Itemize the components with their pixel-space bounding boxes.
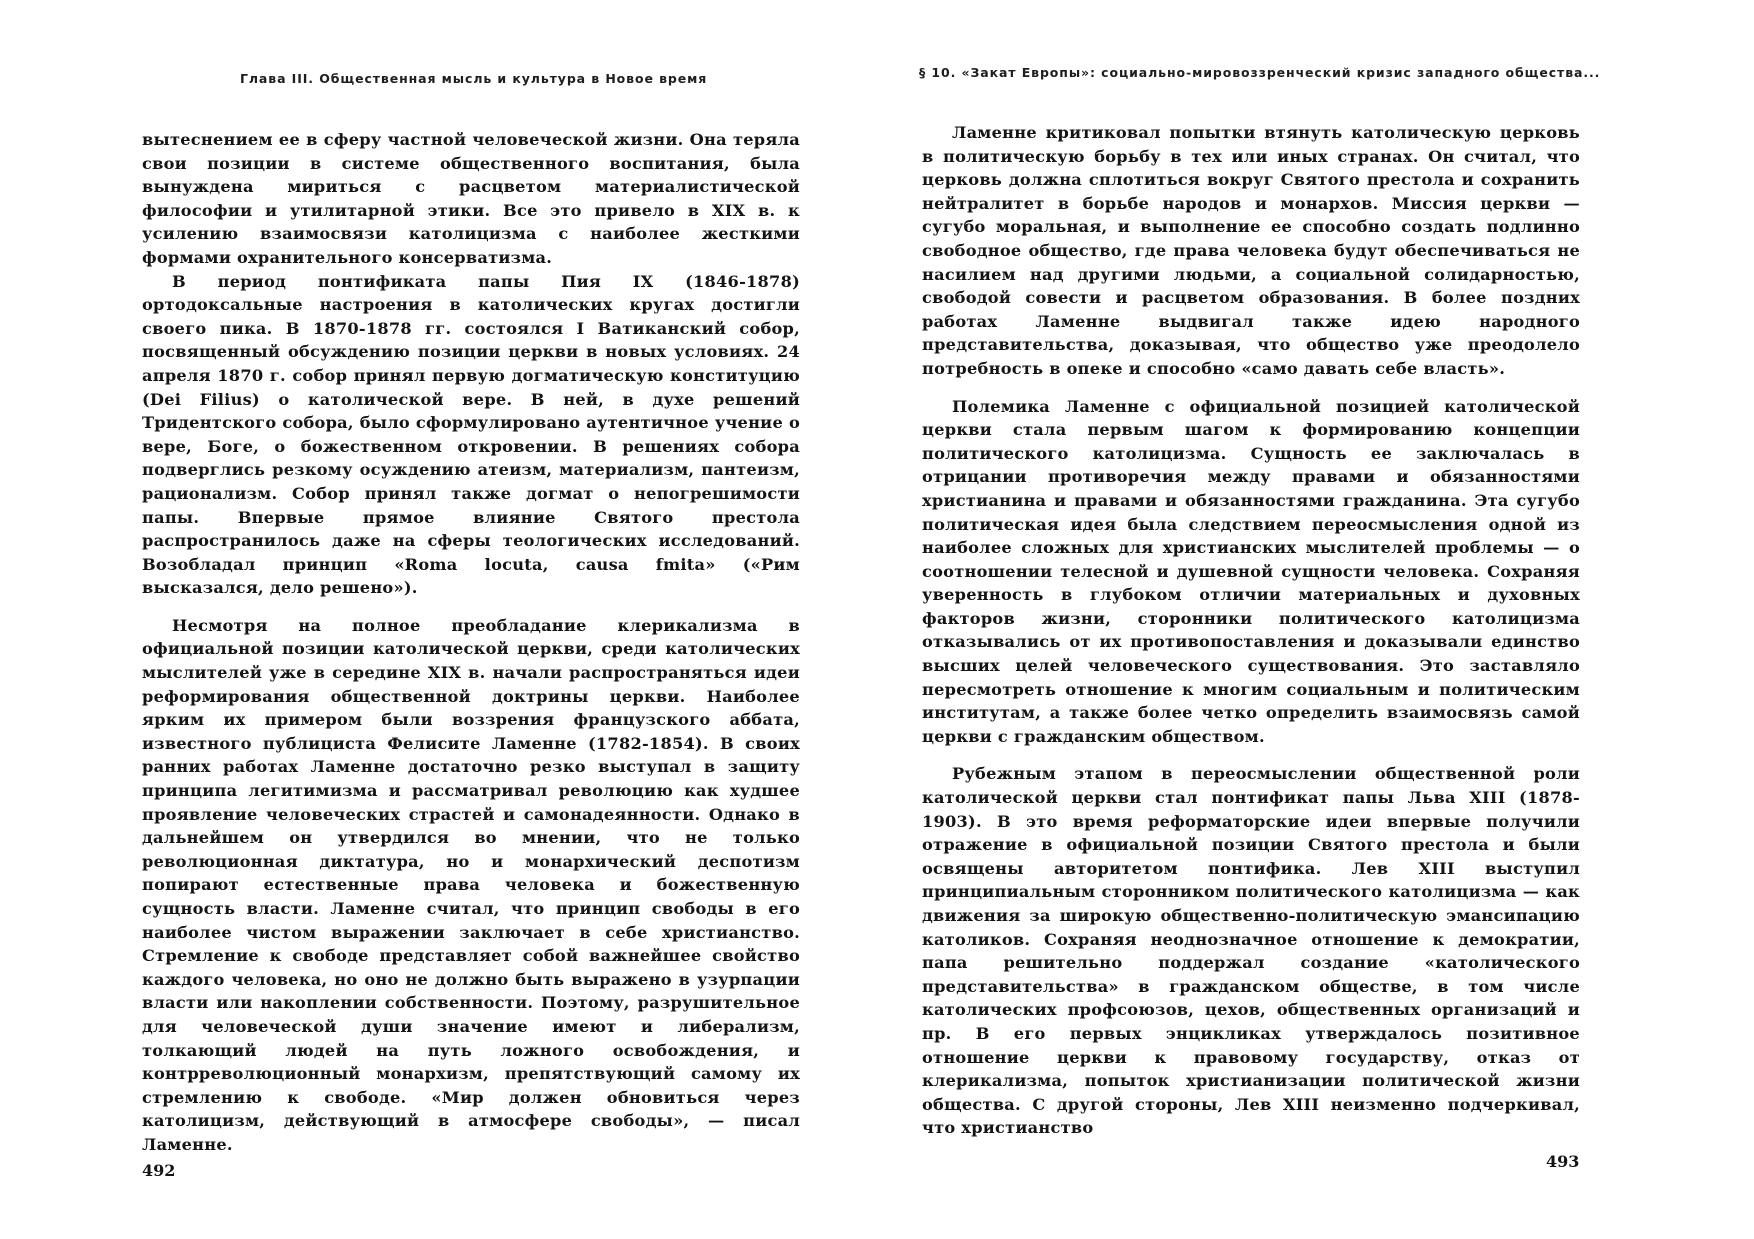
- running-head-right: § 10. «Закат Европы»: социально-мировоззренческий кризис западного общества...: [919, 65, 1601, 80]
- page-number-left: 492: [142, 1161, 176, 1180]
- paragraph: Рубежным этапом в переосмыслении общественной роли католической церкви стал понтификат папы Льва XIII (1878-1903). В это время реформаторские идеи впервые получили отражение в официальной позиции Святого престола и были освящены авторитетом понтифика. Лев XIII выступил принципиальным сторонником политического католицизма — как движения за широкую общественно-политическую эмансипацию католиков. Сохраняя неоднозначное отношение к демократии, папа решительно поддержал создание «католического представительства» в гражданском обществе, в том числе католических профсоюзов, цехов, общественных организаций и пр. В его первых энцикликах утверждалось позитивное отношение церкви к правовому государству, отказ от клерикализма, попыток христианизации политической жизни общества. С другой стороны, Лев XIII неизменно подчеркивал, что христианство: [922, 764, 1580, 1138]
- right-page-body: [922, 121, 1580, 1140]
- right-page: [877, 0, 1754, 1239]
- paragraph: вытеснением ее в сферу частной человеческой жизни. Она теряла свои позиции в системе общественного воспитания, была вынуждена мириться с расцветом материалистической философии и утилитарной этики. Все это привело в XIX в. к усилению взаимосвязи католицизма с наиболее жесткими формами охранительного консерватизма.: [142, 130, 800, 267]
- paragraph: Несмотря на полное преобладание клерикализма в официальной позиции католической церкви, среди католических мыслителей уже в середине XIX в. начали распространяться идеи реформирования общественной доктрины церкви. Наиболее ярким их примером были воззрения французского аббата, известного публициста Фелисите Ламенне (1782-1854). В своих ранних работах Ламенне достаточно резко выступал в защиту принципа легитимизма и рассматривал революцию как худшее проявление человеческих страстей и самонадеянности. Однако в дальнейшем он утвердился во мнении, что не только революционная диктатура, но и монархический деспотизм попирают естественные права человека и божественную сущность власти. Ламенне считал, что принцип свободы в его наиболее чистом выражении заключает в себе христианство. Стремление к свободе представляет собой важнейшее свойство каждого человека, но оно не должно быть выражено в узурпации власти или накоплении собственности. Поэтому, разрушительное для человеческой души значение имеют и либерализм, толкающий людей на путь ложного освобождения, и контрреволюционный монархизм, препятствующий самому их стремлению к свободе. «Мир должен обновиться через католицизм, действующий в атмосфере свободы», — писал Ламенне.: [142, 615, 800, 1154]
- paragraph: В период понтификата папы Пия IX (1846-1878) ортодоксальные настроения в католических кругах достигли своего пика. В 1870-1878 гг. состоялся I Ватиканский собор, посвященный обсуждению позиции церкви в новых условиях. 24 апреля 1870 г. собор принял первую догматическую конституцию (Dei Filius) о католической вере. В ней, в духе решений Тридентского собора, было сформулировано аутентичное учение о вере, Боге, о божественном откровении. В решениях собора подверглись резкому осуждению атеизм, материализм, пантеизм, рационализм. Собор принял также догмат о непогрешимости папы. Впервые прямое влияние Святого престола распространилось даже на сферы теологических исследований. Возобладал принцип «Roma locuta, causa fmita» («Рим высказался, дело решено»).: [142, 271, 800, 598]
- page-number-right: 493: [1546, 1152, 1580, 1171]
- left-page-body: [142, 128, 800, 1157]
- paragraph: Ламенне критиковал попытки втянуть католическую церковь в политическую борьбу в тех или иных странах. Он считал, что церковь должна сплотиться вокруг Святого престола и сохранить нейтралитет в борьбе народов и монархов. Миссия церкви — сугубо моральная, и выполнение ее способно создать подлинно свободное общество, где права человека будут обеспечиваться не насилием над другими людьми, а социальной солидарностью, свободой совести и расцветом образования. В более поздних работах Ламенне выдвигал также идею народного представительства, доказывая, что общество уже преодолело потребность в опеке и способно «само давать себе власть».: [922, 123, 1580, 378]
- running-head-left: Глава III. Общественная мысль и культура в Новое время: [240, 71, 708, 86]
- paragraph: Полемика Ламенне с официальной позицией католической церкви стала первым шагом к формированию концепции политического католицизма. Сущность ее заключалась в отрицании противоречия между правами и обязанностями христианина и правами и обязанностями гражданина. Эта сугубо политическая идея была следствием переосмысления одной из наиболее сложных для христианских мыслителей проблемы — о соотношении телесной и душевной сущности человека. Сохраняя уверенность в глубоком отличии материальных и духовных факторов жизни, сторонники политического католицизма отказывались от их противопоставления и доказывали единство высших целей человеческого существования. Это заставляло пересмотреть отношение к многим социальным и политическим институтам, а также более четко определить взаимосвязь самой церкви с гражданским обществом.: [922, 396, 1580, 746]
